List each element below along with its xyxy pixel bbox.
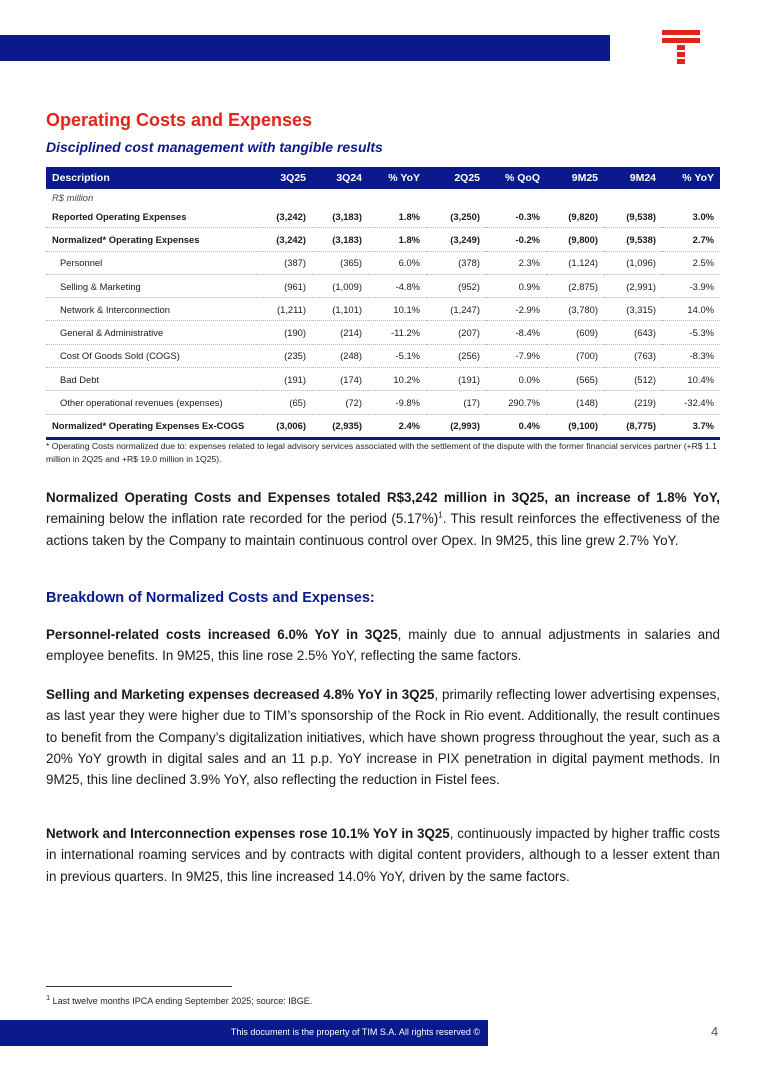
table-cell: (214) xyxy=(312,321,368,344)
table-cell: 3.0% xyxy=(662,205,720,228)
paragraph-text: , primarily reflecting lower advertising expenses, as last year they were higher due to TIM’s sponsorship of the Rock in Rio event. Additionally, the result continues to benefit from the Company’s digitalization initiatives, which have shown progress throughout the year, such as a 20% YoY growth in digital sales and an 11 p.p. YoY increase in PIX penetration in digital payment methods. In 9M25, this line declined 3.9% YoY, also reflecting the reduction in Fistel fees. xyxy=(46,687,720,788)
row-label: Reported Operating Expenses xyxy=(46,205,256,228)
table-cell: (3,242) xyxy=(256,205,312,228)
page-subtitle: Disciplined cost management with tangible results xyxy=(46,139,383,155)
table-cell: (3,780) xyxy=(546,298,604,321)
table-cell: 10.4% xyxy=(662,368,720,391)
page-number: 4 xyxy=(711,1024,719,1039)
column-header: % YoY xyxy=(368,167,426,189)
page-title: Operating Costs and Expenses xyxy=(46,110,313,130)
table-cell: (565) xyxy=(546,368,604,391)
row-label: Normalized* Operating Expenses Ex-COGS xyxy=(46,414,256,438)
table-cell: (191) xyxy=(426,368,486,391)
table-cell: 1.8% xyxy=(368,205,426,228)
column-header: % YoY xyxy=(662,167,720,189)
table-cell: (1,124) xyxy=(546,251,604,274)
table-cell: 2.4% xyxy=(368,414,426,438)
table-cell: (763) xyxy=(604,344,662,367)
table-cell: (700) xyxy=(546,344,604,367)
table-cell: (3,250) xyxy=(426,205,486,228)
table-cell: (961) xyxy=(256,274,312,297)
table-cell: 290.7% xyxy=(486,391,546,414)
table-cell: (3,183) xyxy=(312,228,368,251)
table-cell: (174) xyxy=(312,368,368,391)
table-cell: (9,820) xyxy=(546,205,604,228)
table-row xyxy=(46,274,720,297)
column-header: 3Q24 xyxy=(312,167,368,189)
paragraph-personnel xyxy=(46,624,720,667)
table-cell: 1.8% xyxy=(368,228,426,251)
table-cell: (3,006) xyxy=(256,414,312,438)
footnote-ref: 1 xyxy=(438,510,443,520)
table-cell: 0.9% xyxy=(486,274,546,297)
table-row xyxy=(46,251,720,274)
table-header-row xyxy=(46,167,720,189)
column-header: 9M25 xyxy=(546,167,604,189)
header-band xyxy=(0,35,610,61)
table-cell: (235) xyxy=(256,344,312,367)
paragraph-text: , continuously impacted by higher traffic costs in international roaming services and by contracts with digital content providers, although to a lesser extent than in previous quarters. In 9M25, this line increased 14.0% YoY, driven by the same factors. xyxy=(46,826,720,884)
table-cell: (9,538) xyxy=(604,205,662,228)
paragraph-text: , mainly due to annual adjustments in salaries and employee benefits. In 9M25, this line rose 2.5% YoY, reflecting the same factors. xyxy=(46,627,720,664)
table-cell: (8,775) xyxy=(604,414,662,438)
table-cell: (3,315) xyxy=(604,298,662,321)
table-cell: 2.3% xyxy=(486,251,546,274)
table-cell: (148) xyxy=(546,391,604,414)
table-cell: -9.8% xyxy=(368,391,426,414)
column-header: 9M24 xyxy=(604,167,662,189)
table-cell: (2,935) xyxy=(312,414,368,438)
table-cell: -7.9% xyxy=(486,344,546,367)
paragraph-network xyxy=(46,823,720,887)
tim-logo xyxy=(661,30,701,64)
paragraph-selling-marketing xyxy=(46,684,720,790)
table-cell: 10.1% xyxy=(368,298,426,321)
row-label: Selling & Marketing xyxy=(46,274,256,297)
section-heading: Breakdown of Normalized Costs and Expenses: xyxy=(46,590,375,606)
paragraph-lead: Personnel-related costs increased 6.0% YoY in 3Q25 xyxy=(46,627,398,642)
table-cell: -11.2% xyxy=(368,321,426,344)
table-cell: (219) xyxy=(604,391,662,414)
table-footnote: * Operating Costs normalized due to: expenses related to legal advisory services associated with the settlement of the dispute with the former financial services partner (+R$ 1.1 million in 2Q25 and +R$ 19.0 million in 1Q25). xyxy=(46,441,717,464)
table-cell: (17) xyxy=(426,391,486,414)
column-header: 3Q25 xyxy=(256,167,312,189)
paragraph-text: remaining below the inflation rate recorded for the period (5.17%) xyxy=(46,511,439,527)
table-cell: -32.4% xyxy=(662,391,720,414)
table-row xyxy=(46,368,720,391)
row-label: General & Administrative xyxy=(46,321,256,344)
table-cell: (2,991) xyxy=(604,274,662,297)
table-cell: (1,009) xyxy=(312,274,368,297)
table-cell: -4.8% xyxy=(368,274,426,297)
column-header: 2Q25 xyxy=(426,167,486,189)
table-cell: (1,101) xyxy=(312,298,368,321)
table-cell: -5.1% xyxy=(368,344,426,367)
paragraph-lead: Selling and Marketing expenses decreased 4.8% YoY in 3Q25 xyxy=(46,687,435,702)
table-cell: 14.0% xyxy=(662,298,720,321)
table-cell: (365) xyxy=(312,251,368,274)
unit-label: R$ million xyxy=(52,191,94,203)
table-cell: -8.3% xyxy=(662,344,720,367)
table-cell: (1,247) xyxy=(426,298,486,321)
copyright-notice: This document is the property of TIM S.A. All rights reserved © xyxy=(230,1027,480,1037)
column-header: Description xyxy=(46,167,256,189)
footnote-divider xyxy=(46,986,232,987)
paragraph-summary xyxy=(46,487,720,551)
footer-band xyxy=(0,1020,488,1046)
table-cell: (190) xyxy=(256,321,312,344)
table-cell: -0.2% xyxy=(486,228,546,251)
table-row xyxy=(46,391,720,414)
table-cell: (378) xyxy=(426,251,486,274)
column-header: % QoQ xyxy=(486,167,546,189)
table-cell: 2.7% xyxy=(662,228,720,251)
table-cell: -5.3% xyxy=(662,321,720,344)
table-cell: 0.0% xyxy=(486,368,546,391)
table-cell: (387) xyxy=(256,251,312,274)
table-cell: (3,249) xyxy=(426,228,486,251)
table-cell: (1,096) xyxy=(604,251,662,274)
table-row xyxy=(46,228,720,251)
table-cell: (248) xyxy=(312,344,368,367)
table-cell: 2.5% xyxy=(662,251,720,274)
table-cell: (3,242) xyxy=(256,228,312,251)
table-cell: -3.9% xyxy=(662,274,720,297)
row-label: Cost Of Goods Sold (COGS) xyxy=(46,344,256,367)
table-cell: (952) xyxy=(426,274,486,297)
table-row xyxy=(46,344,720,367)
table-cell: (207) xyxy=(426,321,486,344)
table-cell: -0.3% xyxy=(486,205,546,228)
table-row xyxy=(46,414,720,438)
footnote-text: Last twelve months IPCA ending September 2025; source: IBGE. xyxy=(50,996,313,1006)
table-cell: (72) xyxy=(312,391,368,414)
row-label: Bad Debt xyxy=(46,368,256,391)
table-cell: (609) xyxy=(546,321,604,344)
table-cell: (9,800) xyxy=(546,228,604,251)
table-cell: (9,100) xyxy=(546,414,604,438)
table-cell: (2,875) xyxy=(546,274,604,297)
table-cell: (9,538) xyxy=(604,228,662,251)
table-cell: -8.4% xyxy=(486,321,546,344)
paragraph-lead: Network and Interconnection expenses rose 10.1% YoY in 3Q25 xyxy=(46,826,450,841)
table-cell: 6.0% xyxy=(368,251,426,274)
row-label: Normalized* Operating Expenses xyxy=(46,228,256,251)
table-cell: (1,211) xyxy=(256,298,312,321)
table-cell: (2,993) xyxy=(426,414,486,438)
table-cell: 10.2% xyxy=(368,368,426,391)
table-cell: 0.4% xyxy=(486,414,546,438)
paragraph-text: . This result reinforces the effectiveness of the actions taken by the Company to maintain continuous control over Opex. In 9M25, this line grew 2.7% YoY. xyxy=(46,511,720,548)
table-cell: -2.9% xyxy=(486,298,546,321)
row-label: Network & Interconnection xyxy=(46,298,256,321)
unit-row xyxy=(46,189,720,205)
page-footnote xyxy=(46,993,312,1006)
table-cell: (3,183) xyxy=(312,205,368,228)
table-cell: (512) xyxy=(604,368,662,391)
table-row xyxy=(46,298,720,321)
row-label: Personnel xyxy=(46,251,256,274)
row-label: Other operational revenues (expenses) xyxy=(46,391,256,414)
table-cell: (191) xyxy=(256,368,312,391)
footnote-number: 1 xyxy=(46,993,51,1002)
table-cell: 3.7% xyxy=(662,414,720,438)
table-cell: (643) xyxy=(604,321,662,344)
table-cell: (65) xyxy=(256,391,312,414)
table-row xyxy=(46,321,720,344)
paragraph-lead: Normalized Operating Costs and Expenses totaled R$3,242 million in 3Q25, an increase of 1.8% YoY, xyxy=(46,490,720,505)
operating-costs-table xyxy=(46,167,720,440)
table-cell: (256) xyxy=(426,344,486,367)
table-row xyxy=(46,205,720,228)
